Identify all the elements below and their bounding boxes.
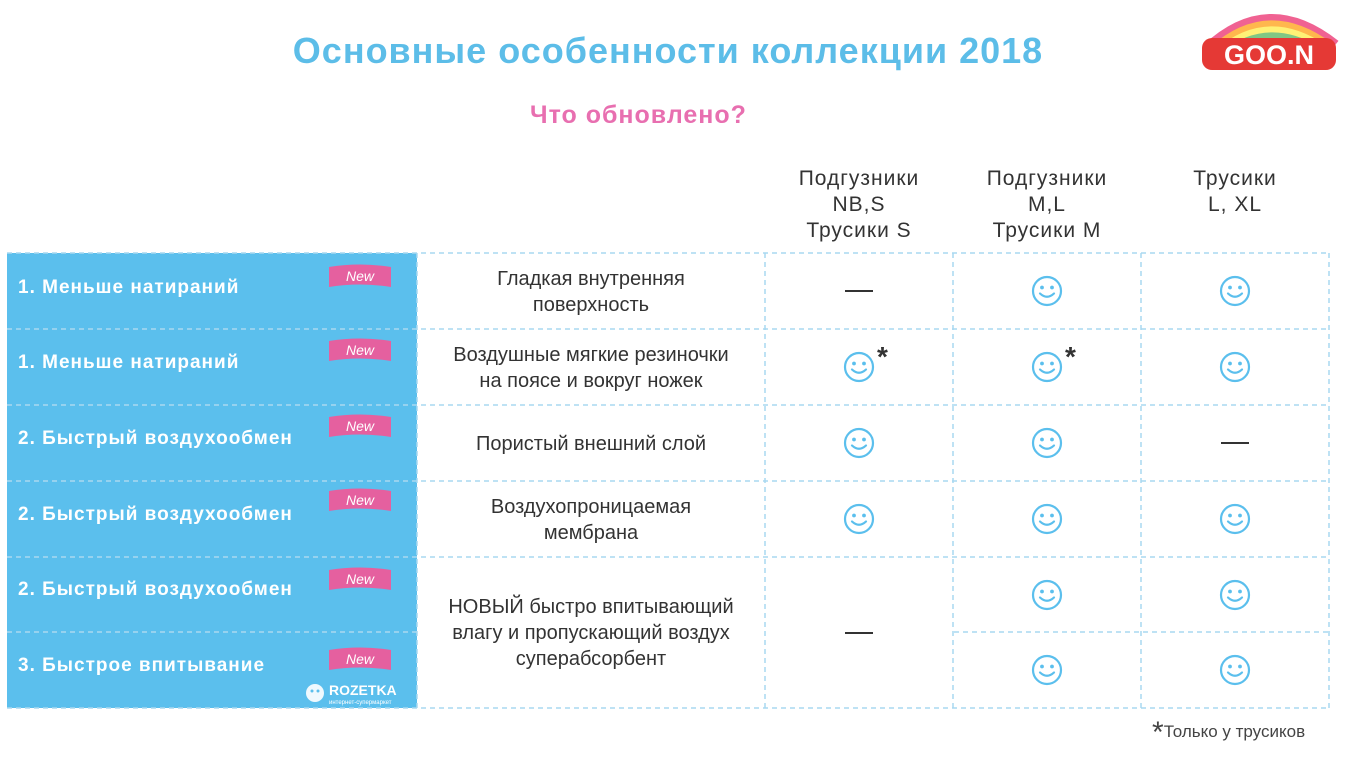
column-header-ml: Подгузники M,L Трусики M [986, 167, 1108, 242]
svg-text:New: New [345, 418, 375, 434]
row-label: 2. Быстрый воздухообмен [18, 428, 293, 449]
rating-cell [1141, 557, 1329, 632]
svg-text:New: New [345, 342, 375, 358]
row-label: 2. Быстрый воздухообмен [18, 504, 293, 525]
new-tag [327, 338, 393, 364]
new-tag [327, 264, 393, 290]
smile-icon [843, 503, 875, 535]
label-column [7, 253, 417, 708]
dash-mark [845, 290, 873, 292]
dash-mark [845, 632, 873, 634]
rating-cell [765, 405, 953, 481]
page-subtitle: Что обновлено? [530, 101, 747, 129]
feature-text: Воздушные мягкие резиночки на поясе и вокруг ножек [453, 343, 729, 392]
page-title: Основные особенности коллекции 2018 [292, 30, 1044, 71]
new-tag [327, 414, 393, 440]
smile-icon [1219, 654, 1251, 686]
smile-icon [1219, 503, 1251, 535]
goon-logo [1198, 4, 1341, 76]
rating-cell [1141, 481, 1329, 557]
svg-text:New: New [345, 571, 375, 587]
rating-cell [765, 481, 953, 557]
column-header-nbs: Подгузники NB,S Трусики S [798, 167, 920, 242]
footnote: *Только у трусиков [1152, 716, 1306, 749]
smile-icon [1031, 654, 1063, 686]
rating-cell [953, 329, 1141, 405]
rating-cell [953, 481, 1141, 557]
rating-cell [953, 557, 1141, 632]
svg-text:ROZETKA: ROZETKA [329, 682, 397, 698]
new-tag [327, 488, 393, 514]
smile-icon [1219, 275, 1251, 307]
row-label: 3. Быстрое впитывание [18, 655, 266, 676]
rating-cell [765, 253, 953, 329]
rating-cell [1141, 329, 1329, 405]
new-tag [327, 647, 393, 673]
svg-text:New: New [345, 651, 375, 667]
smile-icon [1219, 351, 1251, 383]
svg-text:New: New [345, 492, 375, 508]
asterisk-mark: * [877, 341, 888, 372]
smile-icon [843, 351, 875, 383]
rating-cell [765, 329, 953, 405]
feature-text: Пористый внешний слой [475, 432, 707, 455]
smile-icon [1031, 351, 1063, 383]
feature-text-merged: НОВЫЙ быстро впитывающий влагу и пропускающий воздух суперабсорбент [448, 596, 734, 670]
rating-cell [953, 632, 1141, 708]
feature-text: Гладкая внутренняя поверхность [497, 267, 685, 316]
smile-icon [843, 427, 875, 459]
new-tag [327, 567, 393, 593]
row-label: 1. Меньше натираний [18, 277, 240, 298]
column-header-lxl: Трусики L, XL [1193, 167, 1277, 216]
smile-icon [1031, 427, 1063, 459]
rating-cell [953, 253, 1141, 329]
rozetka-watermark [305, 681, 415, 707]
rating-cell [1141, 405, 1329, 481]
feature-text: Воздухопроницаемая мембрана [490, 495, 692, 544]
smile-icon [1219, 579, 1251, 611]
smile-icon [1031, 275, 1063, 307]
dash-mark [1221, 442, 1249, 444]
row-label: 1. Меньше натираний [18, 352, 240, 373]
svg-text:New: New [345, 268, 375, 284]
logo-text: GOO.N [1223, 40, 1315, 70]
smile-icon [1031, 579, 1063, 611]
rating-cell [1141, 253, 1329, 329]
rating-cell [765, 557, 953, 708]
smile-icon [1031, 503, 1063, 535]
svg-text:интернет-супермаркет: интернет-супермаркет [329, 700, 392, 706]
row-label: 2. Быстрый воздухообмен [18, 579, 293, 600]
asterisk-mark: * [1065, 341, 1076, 372]
rating-cell [1141, 632, 1329, 708]
rating-cell [953, 405, 1141, 481]
